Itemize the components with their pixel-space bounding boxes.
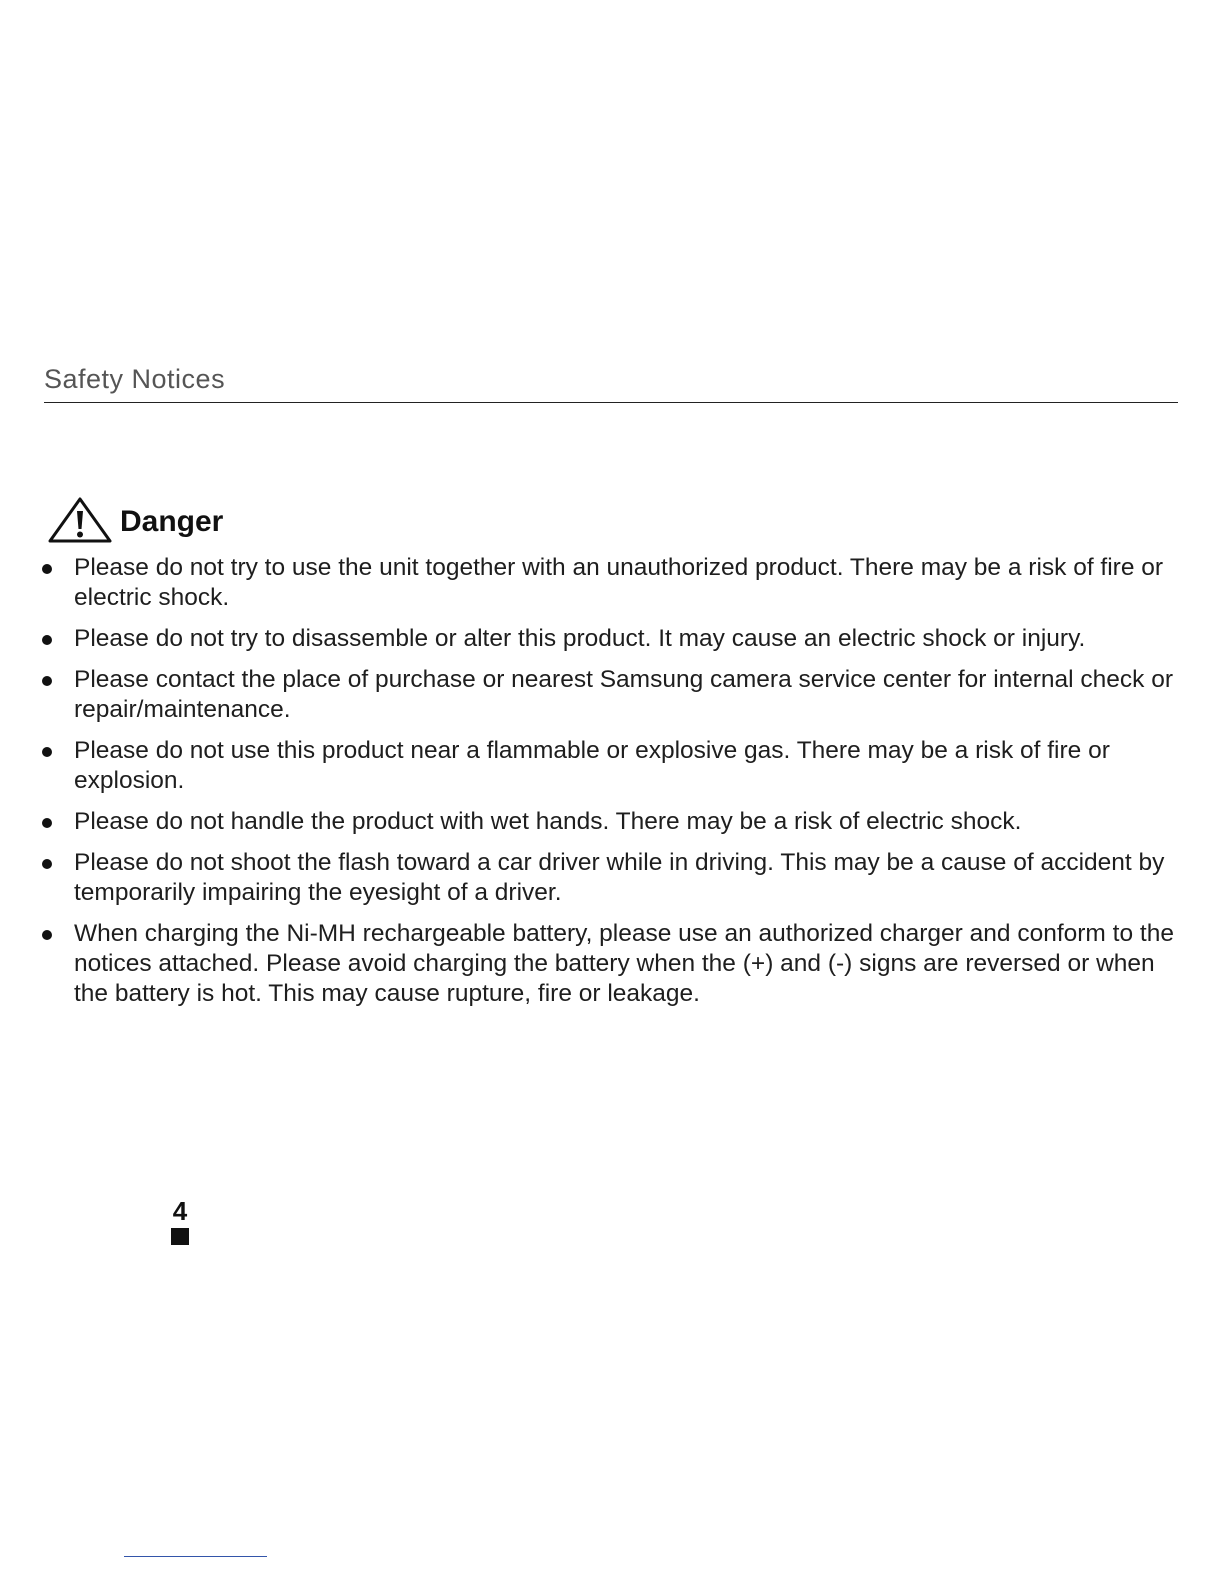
warning-triangle-icon <box>46 496 114 544</box>
list-item <box>40 665 1180 725</box>
notice-text: Please do not try to disassemble or alter this product. It may cause an electric shock or injury. <box>74 625 1086 652</box>
danger-label: Danger <box>120 505 224 538</box>
section-header <box>44 362 1178 403</box>
bullet <box>42 635 52 645</box>
list-item <box>40 624 1180 654</box>
list-item <box>40 807 1180 837</box>
bullet <box>42 564 52 574</box>
notice-text: Please do not use this product near a flammable or explosive gas. There may be a risk of fire or explosion. <box>74 737 1110 794</box>
notice-text: Please do not shoot the flash toward a car driver while in driving. This may be a cause of accident by temporarily impairing the eyesight of a driver. <box>74 849 1165 906</box>
notice-text: Please do not handle the product with wet hands. There may be a risk of electric shock. <box>74 808 1022 835</box>
footer-divider <box>124 1556 267 1557</box>
page-number <box>168 1196 192 1245</box>
page-title: Safety Notices <box>44 364 226 394</box>
list-item <box>40 919 1180 1009</box>
bullet <box>42 859 52 869</box>
notice-text: When charging the Ni-MH rechargeable battery, please use an authorized charger and conform to the notices attached. Please avoid charging the battery when the (+) and (-) signs are reversed or when the battery is hot. This may cause rupture, fire or leakage. <box>74 920 1174 1007</box>
notice-text: Please contact the place of purchase or nearest Samsung camera service center for internal check or repair/maintenance. <box>74 666 1173 723</box>
notice-text: Please do not try to use the unit together with an unauthorized product. There may be a risk of fire or electric shock. <box>74 554 1164 611</box>
danger-heading <box>46 496 223 544</box>
page-marker <box>171 1228 189 1245</box>
list-item <box>40 553 1180 613</box>
page-number-text: 4 <box>172 1196 188 1226</box>
bullet <box>42 818 52 828</box>
list-item <box>40 848 1180 908</box>
notice-list <box>40 553 1180 1020</box>
header-divider <box>44 402 1178 403</box>
bullet <box>42 747 52 757</box>
bullet <box>42 930 52 940</box>
bullet <box>42 676 52 686</box>
list-item <box>40 736 1180 796</box>
